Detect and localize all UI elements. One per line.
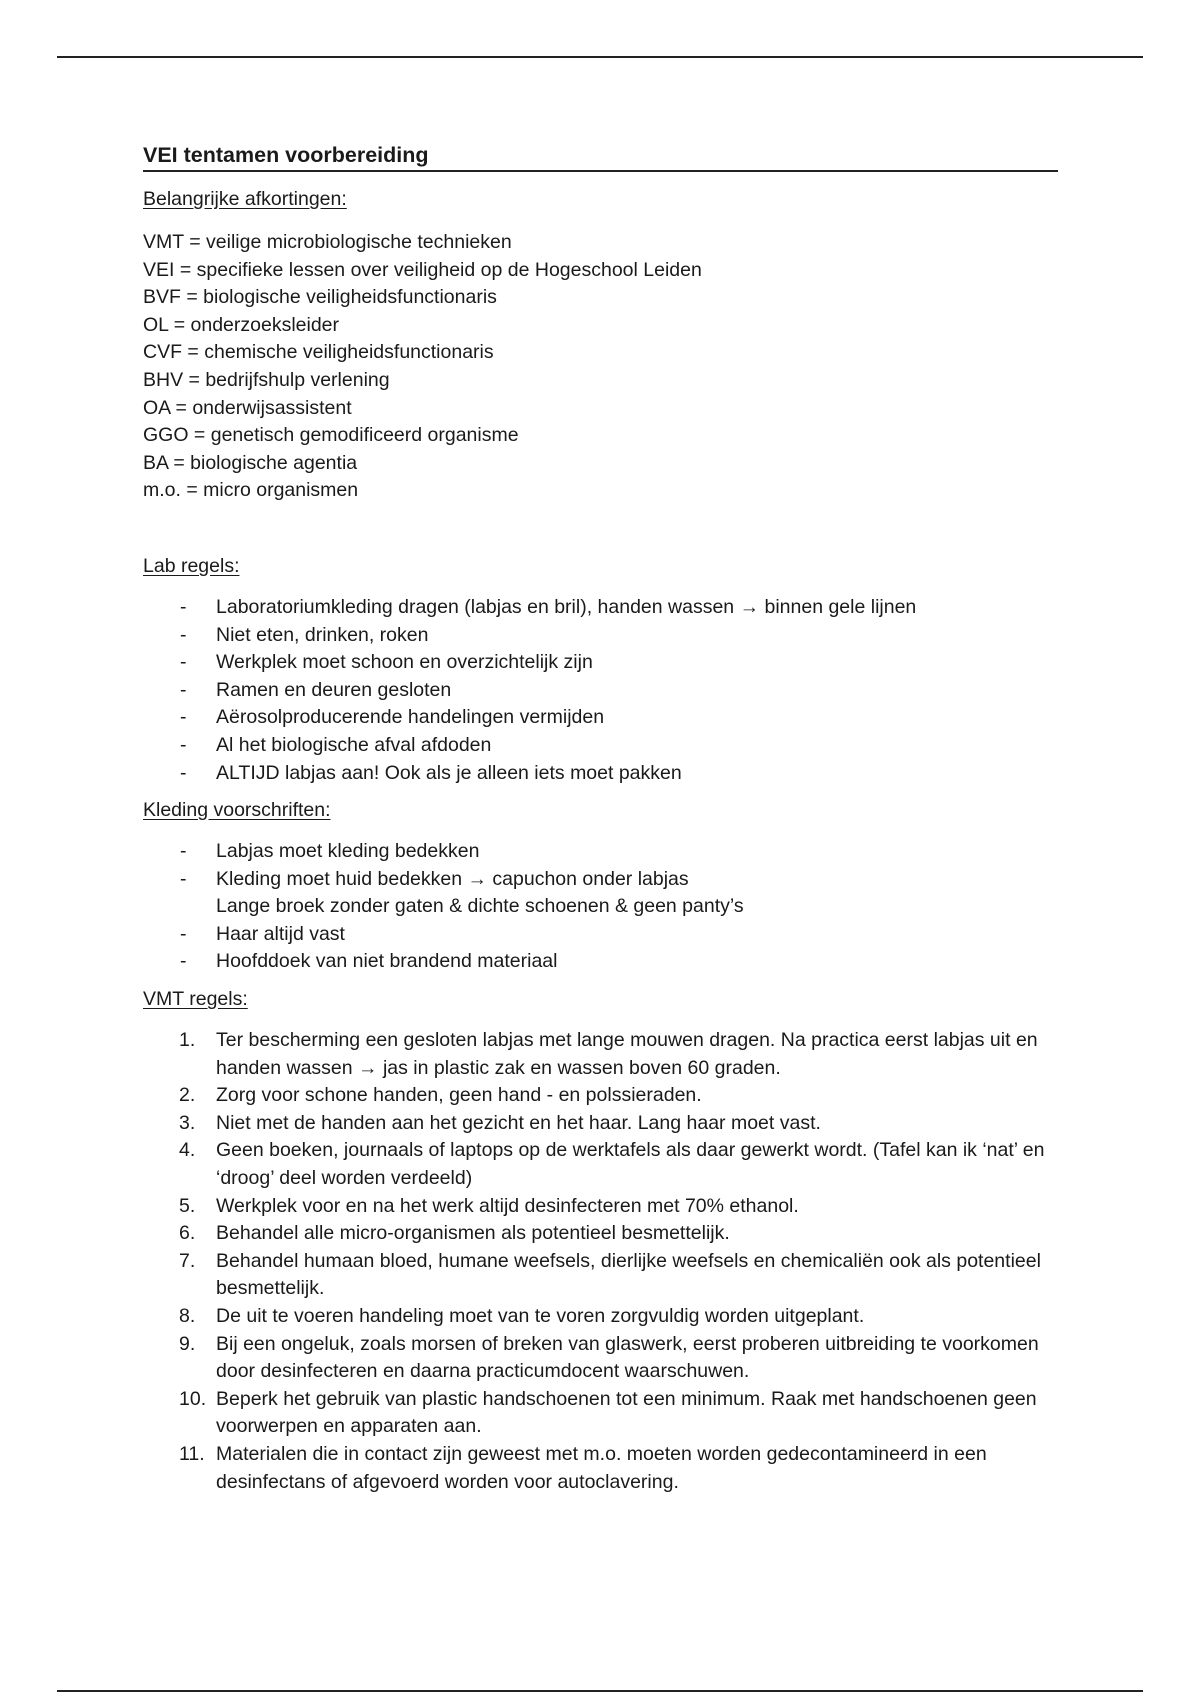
numbered-item: 6. Behandel alle micro-organismen als potentieel besmettelijk. (179, 1222, 730, 1245)
abbreviation-item: GGO = genetisch gemodificeerd organisme (143, 424, 519, 447)
list-item: - Laboratoriumkleding dragen (labjas en bril), handen wassen → binnen gele lijnen (180, 595, 917, 618)
lab-rules-list (143, 594, 1058, 787)
abbreviation-item: BVF = biologische veiligheidsfunctionaris (143, 286, 497, 309)
vmt-rules-heading: VMT regels: (143, 988, 248, 1011)
numbered-item: 9. Bij een ongeluk, zoals morsen of breken van glaswerk, eerst proberen uitbreiding te voorkomen door desinfecteren en daarna practicumdocent waarschuwen. (179, 1332, 1039, 1383)
numbered-item: 2. Zorg voor schone handen, geen hand - en polssieraden. (179, 1084, 702, 1107)
list-item: - Werkplek moet schoon en overzichtelijk zijn (180, 651, 593, 674)
lab-rules-heading: Lab regels: (143, 554, 240, 577)
numbered-item: 3. Niet met de handen aan het gezicht en het haar. Lang haar moet vast. (179, 1111, 821, 1134)
numbered-item: 4. Geen boeken, journaals of laptops op de werktafels als daar gewerkt wordt. (Tafel kan ik ‘nat’ en ‘droog’ deel worden verdeeld) (179, 1139, 1045, 1190)
list-item-continuation: Lange broek zonder gaten & dichte schoenen & geen panty’s (216, 895, 744, 918)
abbreviation-item: OA = onderwijsassistent (143, 396, 352, 419)
numbered-item: 1. Ter bescherming een gesloten labjas met lange mouwen dragen. Na practica eerst labjas uit en handen wassen → jas in plastic zak en wassen boven 60 graden. (179, 1029, 1038, 1079)
page-footer-rule (57, 1690, 1143, 1692)
numbered-item: 5. Werkplek voor en na het werk altijd desinfecteren met 70% ethanol. (179, 1194, 799, 1217)
page-header-rule (57, 56, 1143, 58)
document-body (143, 142, 1058, 1496)
vmt-rules-list (143, 1027, 1058, 1496)
abbreviation-item: VEI = specifieke lessen over veiligheid op de Hogeschool Leiden (143, 258, 702, 281)
list-item: - Haar altijd vast (180, 922, 345, 945)
list-item: - Al het biologische afval afdoden (180, 733, 492, 756)
abbreviation-item: BA = biologische agentia (143, 451, 358, 474)
page-title: VEI tentamen voorbereiding (143, 142, 1058, 172)
list-item: - Ramen en deuren gesloten (180, 678, 452, 701)
list-item: - Labjas moet kleding bedekken (180, 840, 480, 863)
list-item: - Niet eten, drinken, roken (180, 623, 429, 646)
numbered-item: 7. Behandel humaan bloed, humane weefsels, dierlijke weefsels en chemicaliën ook als potentieel besmettelijk. (179, 1249, 1041, 1300)
list-item: - Kleding moet huid bedekken → capuchon onder labjas (180, 867, 689, 890)
clothing-list (143, 838, 1058, 976)
abbreviations-heading: Belangrijke afkortingen: (143, 188, 347, 210)
numbered-item: 11. Materialen die in contact zijn geweest met m.o. moeten worden gedecontamineerd in een desinfectans of afgevoerd worden voor autoclavering. (179, 1442, 987, 1493)
abbreviation-item: BHV = bedrijfshulp verlening (143, 368, 390, 391)
list-item: - Hoofddoek van niet brandend materiaal (180, 950, 558, 973)
list-item: - Aërosolproducerende handelingen vermijden (180, 706, 605, 729)
abbreviations-list (143, 229, 1058, 505)
numbered-item: 10. Beperk het gebruik van plastic handschoenen tot een minimum. Raak met handschoenen geen voorwerpen en apparaten aan. (179, 1387, 1037, 1438)
abbreviation-item: m.o. = micro organismen (143, 479, 359, 502)
clothing-heading: Kleding voorschriften: (143, 799, 331, 822)
list-item: - ALTIJD labjas aan! Ook als je alleen iets moet pakken (180, 761, 682, 784)
abbreviation-item: VMT = veilige microbiologische technieken (143, 231, 512, 253)
numbered-item: 8. De uit te voeren handeling moet van te voren zorgvuldig worden uitgeplant. (179, 1305, 865, 1327)
abbreviation-item: CVF = chemische veiligheidsfunctionaris (143, 341, 494, 364)
abbreviation-item: OL = onderzoeksleider (143, 313, 340, 336)
